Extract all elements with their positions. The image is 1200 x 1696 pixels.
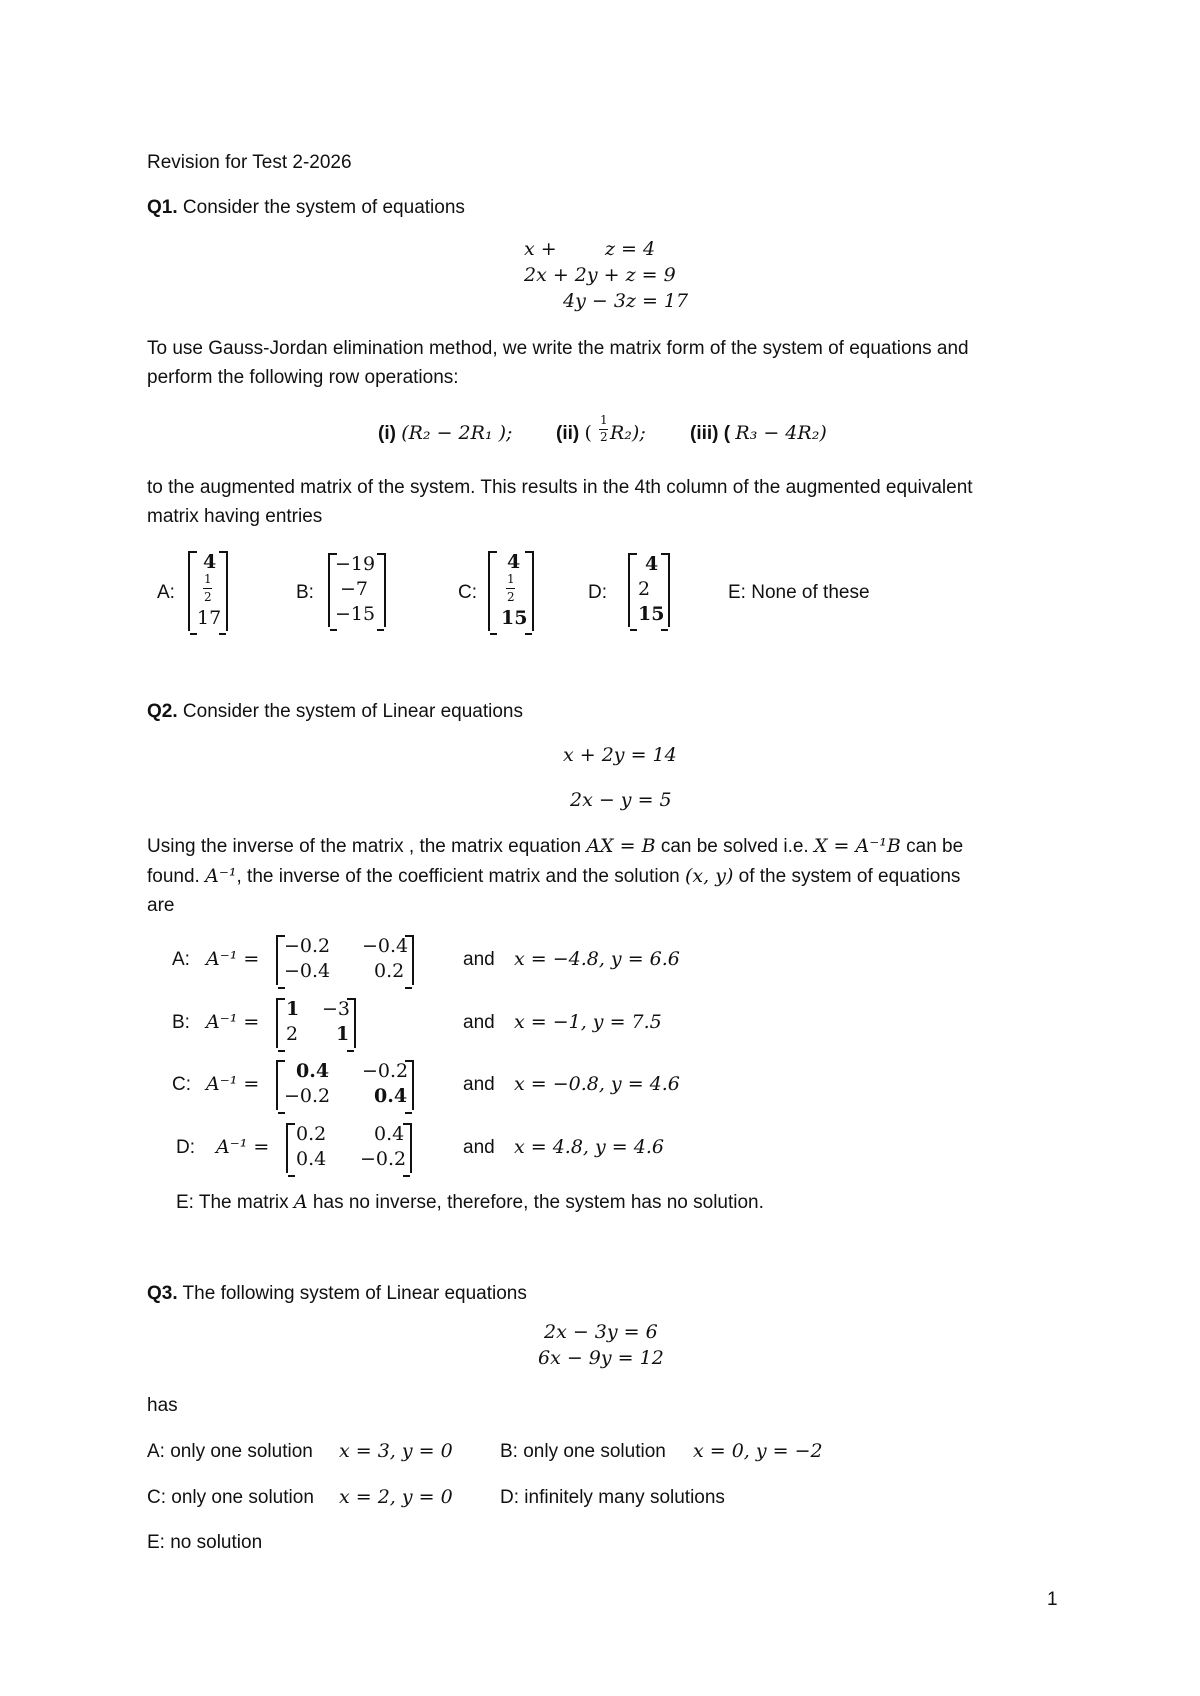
q1-option-b-label: B: — [296, 582, 314, 603]
q2-option-c-and: and — [463, 1074, 495, 1095]
op3-expression: R₃ − 4R₂) — [735, 422, 827, 444]
matrix-entry: 2 — [286, 1023, 299, 1045]
q2-label: Q2. — [147, 701, 178, 722]
q1-label: Q1. — [147, 197, 178, 218]
q2-option-a-inverse: A⁻¹ = — [206, 948, 260, 970]
matrix-entry: −7 — [340, 578, 369, 600]
q2-eq2: 2x − y = 5 — [570, 789, 672, 811]
q2-text1c: can be solved i.e. — [660, 836, 809, 857]
q2-option-d-and: and — [463, 1137, 495, 1158]
matrix-entry: 4 — [203, 551, 217, 573]
q2-eq1: x + 2y = 14 — [563, 744, 677, 766]
matrix-entry: 0.4 — [296, 1148, 327, 1170]
q2-option-a-matrix — [276, 935, 414, 985]
q1-op2 — [556, 424, 592, 443]
q2-text1a: Using the inverse of the matrix , the matrix equation — [147, 836, 582, 857]
q3-intro: The following system of Linear equations — [177, 1283, 527, 1304]
q2-option-d-solution: x = 4.8, y = 4.6 — [514, 1136, 664, 1158]
op2-expression: R₂); — [610, 422, 646, 444]
matrix-entry: 1 — [336, 1023, 350, 1045]
matrix-entry: −0.2 — [362, 1060, 409, 1082]
q1-option-a-matrix — [188, 551, 228, 631]
matrix-entry: 0.4 — [374, 1085, 408, 1107]
q1-intro: Consider the system of equations — [182, 197, 465, 218]
matrix-entry: 1 — [204, 572, 212, 586]
matrix-entry: −0.4 — [284, 960, 331, 982]
q1-op3 — [690, 424, 827, 443]
matrix-entry: 2 — [638, 578, 651, 600]
q1-option-e: E: None of these — [728, 582, 870, 603]
q2-option-b-label: B: — [172, 1012, 190, 1033]
q2-text1b: AX = B — [586, 835, 656, 857]
q1-option-b-matrix — [328, 553, 386, 627]
q3-label: Q3. — [147, 1283, 178, 1304]
q2-option-c-inverse: A⁻¹ = — [206, 1073, 260, 1095]
q2-optE-c: has no inverse, therefore, the system has no solution. — [307, 1192, 764, 1213]
q2-text-line2 — [147, 867, 960, 886]
q3-has: has — [147, 1395, 178, 1416]
matrix-entry: 4 — [507, 551, 521, 573]
q1-eq1-rhs: z = 4 — [605, 238, 656, 260]
matrix-entry: 17 — [197, 607, 222, 629]
matrix-entry: −0.2 — [284, 935, 331, 957]
q2-text1e: can be — [906, 836, 964, 857]
matrix-entry: −3 — [322, 998, 351, 1020]
q2-text2b: A⁻¹ — [205, 865, 237, 887]
matrix-entry: −19 — [335, 553, 376, 575]
q3-heading — [147, 1284, 527, 1303]
q2-text2e: of the system of equations — [733, 866, 961, 887]
q2-option-a-and: and — [463, 949, 495, 970]
q2-option-d-label: D: — [176, 1137, 195, 1158]
q2-text2d: (x, y) — [685, 865, 734, 887]
matrix-entry: 0.4 — [374, 1123, 405, 1145]
matrix-entry: 4 — [645, 553, 659, 575]
q1-text-line3: to the augmented matrix of the system. This results in the 4th column of the augmented equivalent — [147, 477, 973, 498]
matrix-entry: 0.2 — [374, 960, 405, 982]
q2-option-b-solution: x = −1, y = 7.5 — [514, 1011, 662, 1033]
q1-option-a-label: A: — [157, 582, 175, 603]
fraction-bar — [203, 588, 212, 589]
q3-eq2: 6x − 9y = 12 — [538, 1347, 664, 1369]
q2-heading — [147, 702, 523, 721]
q1-text-line1: To use Gauss-Jordan elimination method, we write the matrix form of the system of equations and — [147, 338, 969, 359]
q2-optE-a: E: The matrix — [176, 1192, 289, 1213]
q2-option-b-matrix — [276, 998, 356, 1048]
q2-text2c: , the inverse of the coefficient matrix and the solution — [236, 866, 680, 887]
q2-text-line3: are — [147, 895, 175, 916]
matrix-entry: 0.4 — [296, 1060, 330, 1082]
q2-option-d-matrix — [286, 1123, 412, 1173]
op3-label: (iii) ( — [690, 423, 731, 444]
q2-text-line1 — [147, 837, 963, 856]
q1-eq2: 2x + 2y + z = 9 — [524, 264, 676, 286]
op1-label: (i) — [378, 423, 396, 444]
q2-option-b-inverse: A⁻¹ = — [206, 1011, 260, 1033]
op2-fraction-numerator: 1 — [600, 413, 608, 427]
q3-option-a: A: only one solution — [147, 1441, 313, 1462]
q1-heading — [147, 198, 465, 217]
op2-label: (ii) — [556, 423, 580, 444]
document-title: Revision for Test 2-2026 — [147, 152, 352, 173]
matrix-entry: 2 — [507, 590, 515, 604]
q1-eq3: 4y − 3z = 17 — [563, 290, 689, 312]
matrix-entry: −15 — [335, 603, 376, 625]
matrix-entry: −0.4 — [362, 935, 409, 957]
q1-text-line4: matrix having entries — [147, 506, 323, 527]
q1-option-c-label: C: — [458, 582, 477, 603]
q3-option-e: E: no solution — [147, 1532, 263, 1553]
q2-option-d-inverse: A⁻¹ = — [216, 1136, 270, 1158]
q2-option-e — [176, 1193, 764, 1212]
q1-row-operations — [378, 424, 512, 443]
q2-optE-b: A — [293, 1191, 308, 1213]
q2-option-c-label: C: — [172, 1074, 191, 1095]
q2-text1d: X = A⁻¹B — [813, 835, 901, 857]
q2-option-c-solution: x = −0.8, y = 4.6 — [514, 1073, 680, 1095]
q1-text-line2: perform the following row operations: — [147, 367, 459, 388]
q3-option-c-solution: x = 2, y = 0 — [339, 1486, 453, 1508]
q2-option-b-and: and — [463, 1012, 495, 1033]
q1-option-d-label: D: — [588, 582, 607, 603]
matrix-entry: 1 — [286, 998, 300, 1020]
q3-option-a-solution: x = 3, y = 0 — [339, 1440, 453, 1462]
q3-option-d: D: infinitely many solutions — [500, 1487, 725, 1508]
matrix-entry: −0.2 — [360, 1148, 407, 1170]
fraction-bar — [506, 588, 515, 589]
q2-text2a: found. — [147, 866, 200, 887]
q2-intro: Consider the system of Linear equations — [177, 701, 523, 722]
matrix-entry: 1 — [507, 572, 515, 586]
q3-option-b: B: only one solution — [500, 1441, 666, 1462]
matrix-entry: 0.2 — [296, 1123, 327, 1145]
q1-option-c-matrix — [488, 551, 534, 631]
page-number: 1 — [1047, 1589, 1058, 1610]
q2-option-a-label: A: — [172, 949, 190, 970]
op1-expression: (R₂ − 2R₁ ); — [401, 422, 513, 444]
matrix-entry: −0.2 — [284, 1085, 331, 1107]
q1-eq1-lhs: x + — [524, 238, 557, 260]
q3-option-c: C: only one solution — [147, 1487, 314, 1508]
q3-option-b-solution: x = 0, y = −2 — [693, 1440, 823, 1462]
q3-eq1: 2x − 3y = 6 — [544, 1321, 658, 1343]
q2-option-c-matrix — [276, 1060, 414, 1110]
matrix-entry: 15 — [501, 607, 528, 629]
q2-option-a-solution: x = −4.8, y = 6.6 — [514, 948, 680, 970]
op2-open-paren: ( — [584, 422, 592, 444]
matrix-entry: 15 — [638, 603, 665, 625]
q1-option-d-matrix — [628, 553, 670, 627]
op2-fraction-denominator: 2 — [600, 430, 608, 444]
matrix-entry: 2 — [204, 590, 212, 604]
